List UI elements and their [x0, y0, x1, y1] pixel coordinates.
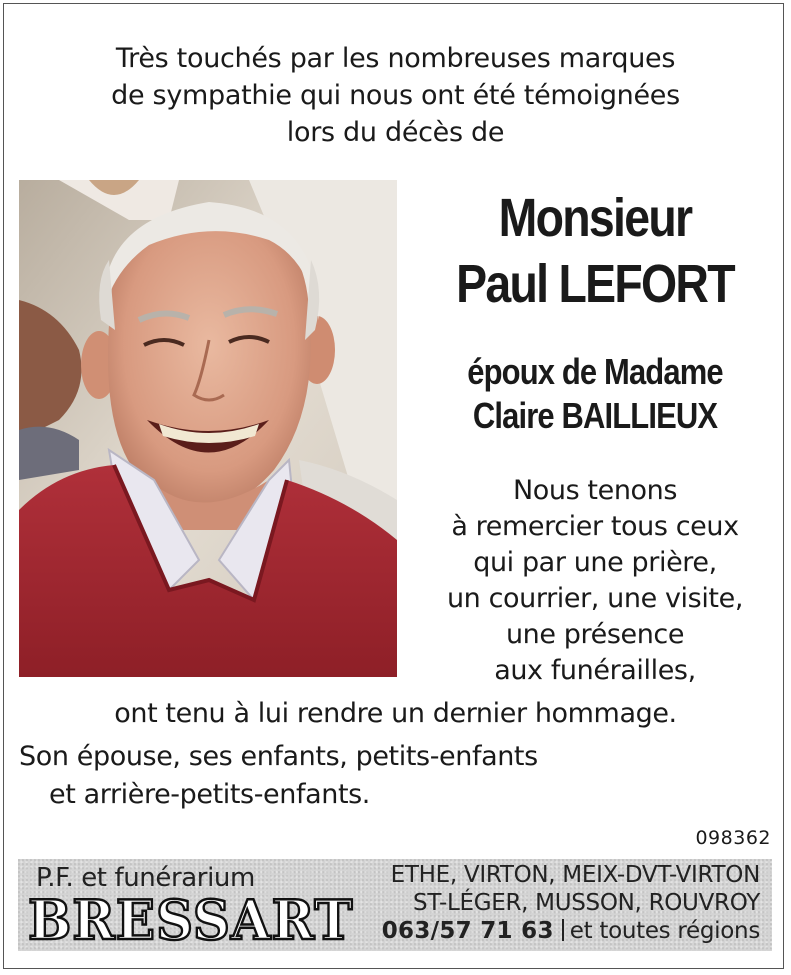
- family-line: Son épouse, ses enfants, petits-enfants: [19, 741, 538, 772]
- thanks-line: une présence: [505, 619, 685, 650]
- thanks-final-line: ont tenu à lui rendre un dernier hommage.: [114, 698, 677, 729]
- regions-text: et toutes régions: [569, 918, 760, 944]
- thanks-line: à remercier tous ceux: [451, 511, 739, 542]
- thanks-line: qui par une prière,: [473, 547, 717, 578]
- thanks-line: un courrier, une visite,: [446, 583, 744, 614]
- spouse-line: époux de Madame: [467, 351, 723, 392]
- thanks-line: aux funérailles,: [494, 655, 696, 686]
- spouse-info: [427, 350, 762, 438]
- portrait-photo: [19, 180, 397, 677]
- deceased-fullname: Paul LEFORT: [456, 254, 734, 314]
- intro-line: Très touchés par les nombreuses marques: [115, 43, 676, 74]
- funeral-home-logo: BRESSART: [28, 888, 354, 952]
- spouse-name: Claire BAILLIEUX: [472, 395, 718, 436]
- separator: [562, 919, 564, 941]
- portrait-illustration: [19, 180, 397, 677]
- family-line: et arrière-petits-enfants.: [49, 779, 370, 810]
- funeral-home-banner: [18, 859, 772, 951]
- intro-line: lors du décès de: [286, 117, 505, 148]
- reference-number: 098362: [695, 827, 771, 849]
- deceased-name: [427, 185, 762, 317]
- intro-text: [0, 40, 791, 151]
- towns-line: ETHE, VIRTON, MEIX-DVT-VIRTON: [390, 862, 760, 888]
- phone-number: 063/57 71 63: [381, 918, 554, 944]
- towns-line: ST-LÉGER, MUSSON, ROUVROY: [413, 890, 760, 916]
- family-signature: [19, 738, 538, 814]
- thanks-line: Nous tenons: [512, 475, 678, 506]
- intro-line: de sympathie qui nous ont été témoignées: [111, 80, 680, 111]
- deceased-title: Monsieur: [498, 188, 692, 248]
- thanks-text: [420, 473, 770, 689]
- funeral-home-locations: [382, 861, 760, 945]
- funeral-home-label: P.F. et funérarium: [36, 863, 255, 893]
- contact-line: [382, 917, 760, 945]
